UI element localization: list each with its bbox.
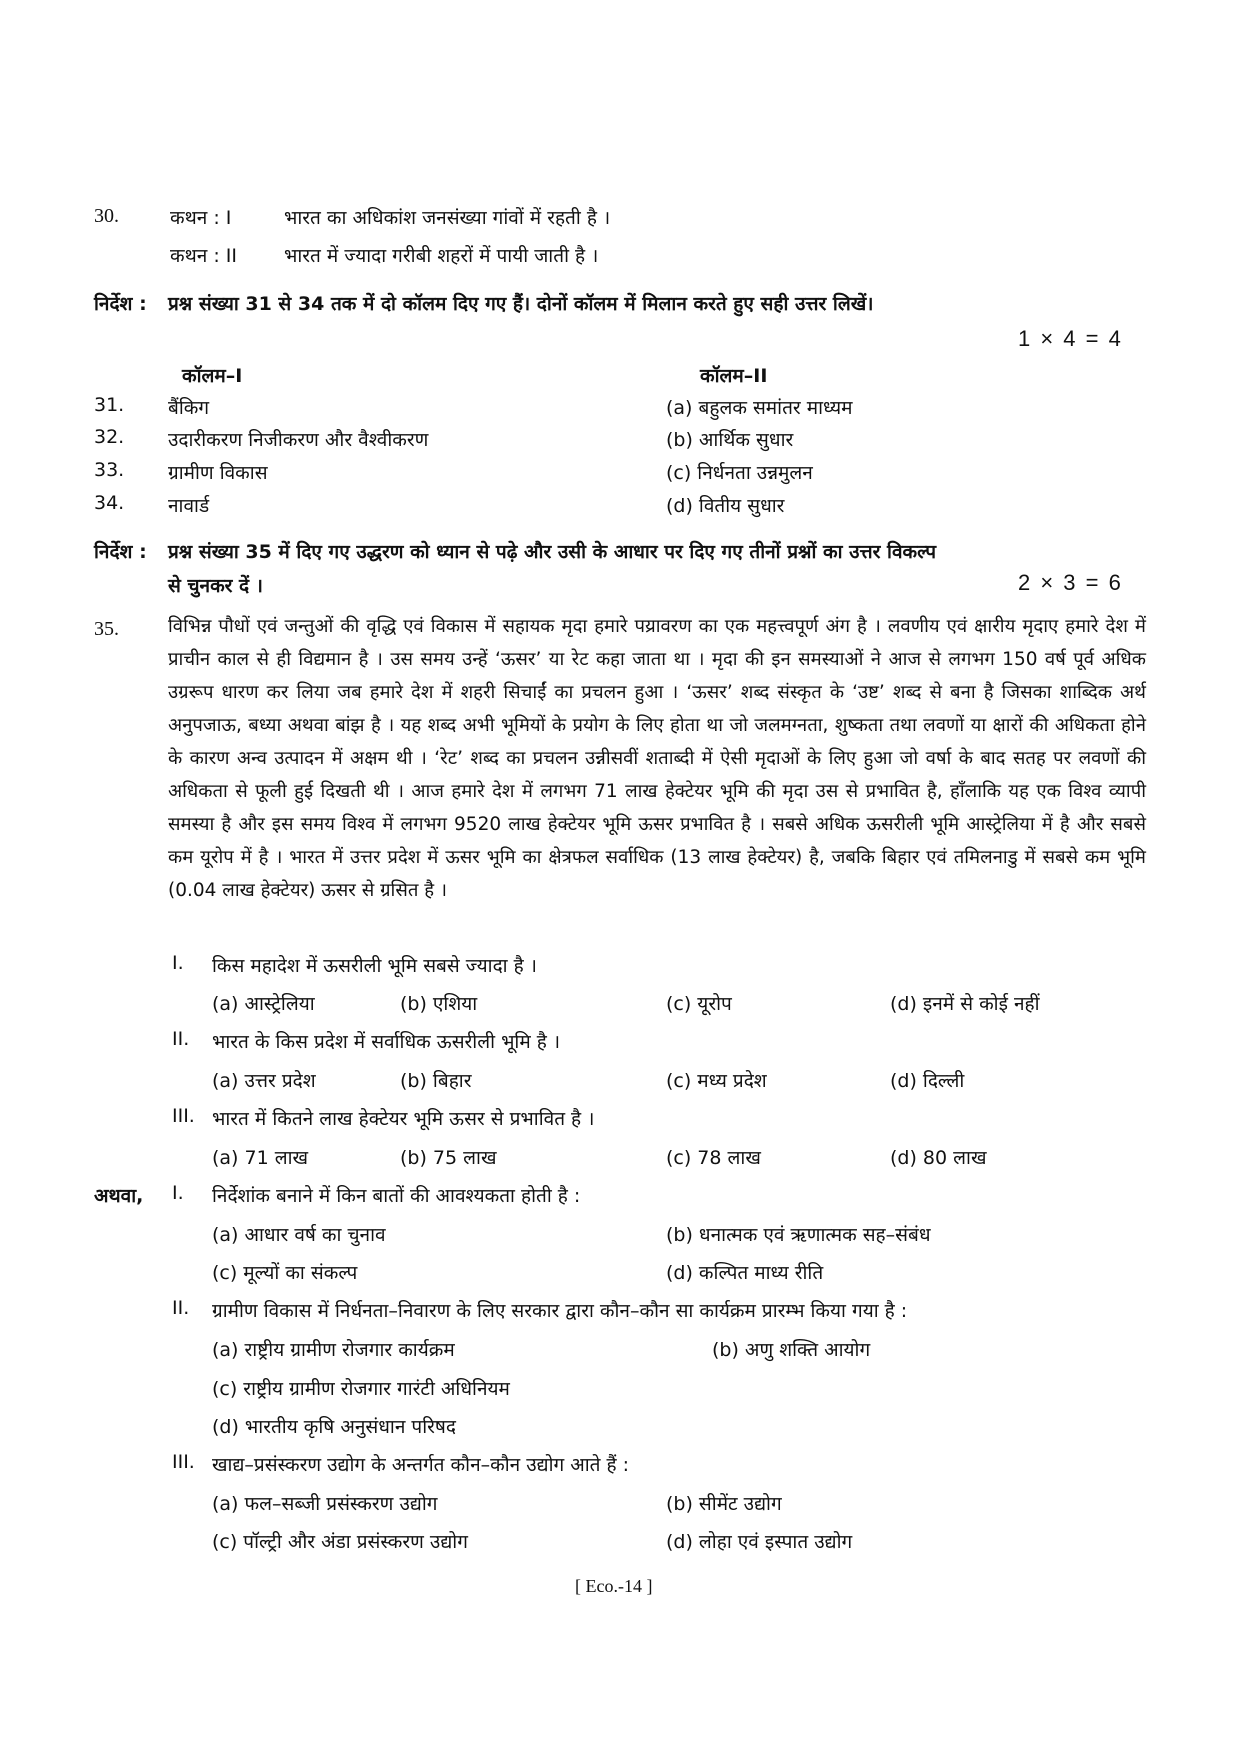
option: (c) पॉल्ट्री और अंडा प्रसंस्करण उद्योग [212,1531,468,1553]
direction1-label: निर्देश : [94,293,147,315]
option: (a) राष्ट्रीय ग्रामीण रोजगार कार्यक्रम [212,1339,455,1361]
option: (d) भारतीय कृषि अनुसंधान परिषद [212,1416,456,1438]
or-sub-num: III. [172,1451,195,1473]
option: (b) अणु शक्ति आयोग [712,1339,871,1361]
q35-sub-num: I. [172,952,184,974]
option: (d) 80 लाख [890,1147,987,1169]
option: (b) बिहार [400,1070,472,1092]
or-sub-text: खाद्य–प्रसंस्करण उद्योग के अन्तर्गत कौन–कौन उद्योग आते हैं : [212,1454,630,1476]
option: (c) मूल्यों का संकल्प [212,1262,358,1284]
option: (a) आधार वर्ष का चुनाव [212,1224,386,1246]
option: (b) 75 लाख [400,1147,497,1169]
direction2-marks: 2 × 3 = 6 [1018,570,1123,595]
q35-sub-num: II. [172,1028,190,1050]
match-row-left: नावार्ड [168,495,210,517]
or-sub-num: I. [172,1182,184,1204]
or-sub-num: II. [172,1297,190,1319]
q30-statement1-label: कथन : I [170,207,232,229]
option: (d) इनमें से कोई नहीं [890,993,1040,1015]
q35-sub-num: III. [172,1105,195,1127]
option: (d) लोहा एवं इस्पात उद्योग [666,1531,853,1553]
option: (b) एशिया [400,993,478,1015]
option: (c) राष्ट्रीय ग्रामीण रोजगार गारंटी अधिनियम [212,1378,510,1400]
option: (b) सीमेंट उद्योग [666,1493,782,1515]
match-row-num: 32. [94,426,125,448]
option: (d) दिल्ली [890,1070,965,1092]
option: (b) धनात्मक एवं ऋणात्मक सह–संबंध [666,1224,931,1246]
q35-passage: विभिन्न पौधों एवं जन्तुओं की वृद्धि एवं विकास में सहायक मृदा हमारे पय्रावरण का एक महत्त्वपूर्ण अंग है । लवणीय एवं क्षारीय मृदाए हमारे देश में प्राचीन काल से ही विद्यमान है । उस समय उन्हें ‘ऊसर’ या रेट कहा जाता था । मृदा की इन समस्याओं ने आज से लगभग 150 वर्ष पूर्व अधिक उग्ररूप धारण कर लिया जब हमारे देश में शहरी सिचाईं का प्रचलन हुआ । ‘ऊसर’ शब्द संस्कृत के ‘उष्ट’ शब्द से बना है जिसका शाब्दिक अर्थ अनुपजाऊ, बध्या अथवा बांझ है । यह शब्द अभी भूमियों के प्रयोग के लिए होता था जो जलमग्नता, शुष्कता तथा लवणों या क्षारों की अधिकता होने के कारण अन्व उत्पादन में अक्षम थी । ‘रेट’ शब्द का प्रचलन उन्नीसवीं शताब्दी में ऐसी मृदाओं के लिए हुआ जो वर्षा के बाद सतह पर लवणों की अधिकता से फूली हुई दिखती थी । आज हमारे देश में लगभग 71 लाख हेक्टेयर भूमि की मृदा उस से प्रभावित है, हाँलाकि यह एक विश्व व्यापी समस्या है और इस समय विश्व में लगभग 9520 लाख हेक्टेयर भूमि ऊसर प्रभावित है । सबसे अधिक ऊसरीली भूमि आस्ट्रेलिया में है और सबसे कम यूरोप में है । भारत में उत्तर प्रदेश में ऊसर भूमि का क्षेत्रफल सर्वाधिक (13 लाख हेक्टेयर) है, जबकि बिहार एवं तमिलनाडु में सबसे कम भूमि (0.04 लाख हेक्टेयर) ऊसर से ग्रसित है । [168,616,1146,901]
q35-number: 35. [94,618,119,640]
direction2-text-line1: प्रश्न संख्या 35 में दिए गए उद्धरण को ध्यान से पढ़े और उसी के आधार पर दिए गए तीनों प्रश्नों का उत्तर विकल्प [168,541,937,563]
column1-header: कॉलम–I [182,365,243,387]
match-row-num: 33. [94,459,125,481]
q30-statement2-label: कथन : II [170,245,237,267]
option: (a) आस्ट्रेलिया [212,993,315,1015]
option: (a) फल–सब्जी प्रसंस्करण उद्योग [212,1493,438,1515]
option: (c) यूरोप [666,993,732,1015]
or-label: अथवा, [94,1185,144,1207]
direction2-label: निर्देश : [94,541,147,563]
option: (d) कल्पित माध्य रीति [666,1262,824,1284]
match-row-right: (d) वितीय सुधार [666,495,785,517]
match-row-left: बैंकिग [168,397,210,419]
q30-number: 30. [94,205,119,227]
option: (a) 71 लाख [212,1147,309,1169]
column2-header: कॉलम–II [700,365,768,387]
direction2-text-line2: से चुनकर दें । [168,575,263,597]
match-row-left: ग्रामीण विकास [168,462,268,484]
q35-sub-text: किस महादेश में ऊसरीली भूमि सबसे ज्यादा है । [212,955,537,977]
option: (c) मध्य प्रदेश [666,1070,767,1092]
q35-sub-text: भारत में कितने लाख हेक्टेयर भूमि ऊसर से प्रभावित है । [212,1108,595,1130]
page-footer: [ Eco.-14 ] [575,1576,653,1596]
match-row-right: (a) बहुलक समांतर माध्यम [666,397,853,419]
option: (c) 78 लाख [666,1147,761,1169]
or-sub-text: ग्रामीण विकास में निर्धनता–निवारण के लिए सरकार द्वारा कौन–कौन सा कार्यक्रम प्रारम्भ किया गया है : [212,1300,908,1322]
option: (a) उत्तर प्रदेश [212,1070,316,1092]
match-row-num: 34. [94,492,125,514]
q30-statement1-text: भारत का अधिकांश जनसंख्या गांवों में रहती है । [284,207,611,229]
q35-sub-text: भारत के किस प्रदेश में सर्वाधिक ऊसरीली भूमि है । [212,1031,561,1053]
q30-statement2-text: भारत में ज्यादा गरीबी शहरों में पायी जाती है । [284,245,599,267]
direction1-marks: 1 × 4 = 4 [1018,326,1123,351]
match-row-left: उदारीकरण निजीकरण और वैश्वीकरण [168,429,429,451]
match-row-right: (b) आर्थिक सुधार [666,429,794,451]
direction1-text: प्रश्न संख्या 31 से 34 तक में दो कॉलम दिए गए हैं। दोनों कॉलम में मिलान करते हुए सही उत्तर लिखें। [168,293,874,315]
or-sub-text: निर्देशांक बनाने में किन बातों की आवश्यकता होती है : [212,1185,581,1207]
match-row-right: (c) निर्धनता उन्नमुलन [666,462,813,484]
match-row-num: 31. [94,394,125,416]
